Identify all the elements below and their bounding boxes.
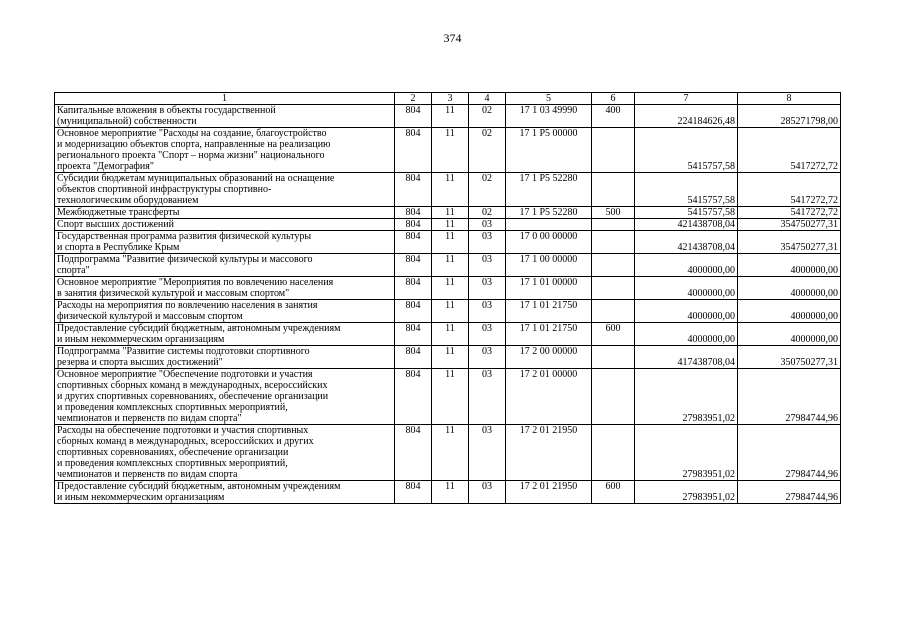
amount-cell: 354750277,31 (738, 231, 841, 254)
subsection-cell: 03 (469, 481, 506, 504)
section-cell: 11 (432, 173, 469, 207)
target-article-cell: 17 2 00 00000 (506, 346, 592, 369)
expense-type-cell: 600 (592, 323, 635, 346)
target-article-cell: 17 1 01 21750 (506, 323, 592, 346)
section-cell: 11 (432, 128, 469, 173)
row-name-line: Основное мероприятие "Обеспечение подготовки и участия (57, 369, 313, 380)
section-cell: 11 (432, 481, 469, 504)
row-name-line: и модернизацию объектов спорта, направленные на реализацию (57, 139, 331, 150)
row-name-cell (55, 369, 395, 425)
target-article-cell: 17 1 P5 52280 (506, 173, 592, 207)
row-name-line: и проведения комплексных спортивных мероприятий, (57, 458, 288, 469)
row-name-line: и проведения комплексных спортивных мероприятий, (57, 402, 288, 413)
code-cell: 804 (395, 219, 432, 231)
amount-cell: 5415757,58 (635, 207, 738, 219)
expense-type-cell: 600 (592, 481, 635, 504)
code-cell: 804 (395, 277, 432, 300)
target-article-cell (506, 219, 592, 231)
subsection-cell: 03 (469, 219, 506, 231)
header-cell: 4 (469, 93, 506, 105)
row-name-line: спортивных соревнованиях, обеспечение организации (57, 447, 289, 458)
row-name-line: объектов спортивной инфраструктуры спортивно- (57, 184, 272, 195)
amount-cell: 27983951,02 (635, 425, 738, 481)
page-number: 374 (443, 31, 462, 45)
row-name-line: и иным некоммерческим организациям (57, 492, 225, 503)
table-header-row (55, 93, 841, 105)
subsection-cell: 03 (469, 231, 506, 254)
target-article-cell: 17 1 03 49990 (506, 105, 592, 128)
amount-cell: 27984744,96 (738, 481, 841, 504)
row-name-line: Государственная программа развития физической культуры (57, 231, 312, 242)
target-article-cell: 17 2 01 21950 (506, 481, 592, 504)
code-cell: 804 (395, 369, 432, 425)
code-cell: 804 (395, 207, 432, 219)
row-name-line: физической культурой и массовым спортом (57, 311, 243, 322)
header-cell: 6 (592, 93, 635, 105)
table-row (55, 346, 841, 369)
section-cell: 11 (432, 105, 469, 128)
amount-cell: 4000000,00 (635, 254, 738, 277)
amount-cell: 350750277,31 (738, 346, 841, 369)
section-cell: 11 (432, 207, 469, 219)
subsection-cell: 03 (469, 425, 506, 481)
target-article-cell: 17 1 P5 00000 (506, 128, 592, 173)
amount-cell: 5415757,58 (635, 128, 738, 173)
header-cell: 1 (55, 93, 395, 105)
amount-cell: 27983951,02 (635, 481, 738, 504)
section-cell: 11 (432, 277, 469, 300)
expense-type-cell (592, 219, 635, 231)
subsection-cell: 03 (469, 300, 506, 323)
subsection-cell: 02 (469, 105, 506, 128)
row-name-line: Предоставление субсидий бюджетным, автономным учреждениям (57, 481, 341, 492)
amount-cell: 4000000,00 (738, 254, 841, 277)
subsection-cell: 03 (469, 346, 506, 369)
amount-cell: 4000000,00 (738, 277, 841, 300)
row-name-cell (55, 219, 395, 231)
code-cell: 804 (395, 128, 432, 173)
code-cell: 804 (395, 300, 432, 323)
row-name-line: спорта" (57, 265, 90, 276)
code-cell: 804 (395, 105, 432, 128)
subsection-cell: 03 (469, 323, 506, 346)
expense-type-cell (592, 231, 635, 254)
row-name-line: Капитальные вложения в объекты государственной (57, 105, 276, 116)
section-cell: 11 (432, 219, 469, 231)
row-name-cell (55, 231, 395, 254)
subsection-cell: 03 (469, 369, 506, 425)
row-name-line: Подпрограмма "Развитие физической культуры и массового (57, 254, 313, 265)
amount-cell: 421438708,04 (635, 231, 738, 254)
section-cell: 11 (432, 231, 469, 254)
header-cell: 7 (635, 93, 738, 105)
row-name-line: сборных команд в международных, всероссийских и других (57, 436, 314, 447)
row-name-cell (55, 323, 395, 346)
section-cell: 11 (432, 425, 469, 481)
code-cell: 804 (395, 254, 432, 277)
row-name-cell (55, 207, 395, 219)
row-name-cell (55, 277, 395, 300)
expense-type-cell (592, 425, 635, 481)
row-name-line: проекта "Демография" (57, 161, 154, 172)
row-name-cell (55, 173, 395, 207)
target-article-cell: 17 0 00 00000 (506, 231, 592, 254)
code-cell: 804 (395, 231, 432, 254)
row-name-line: Основное мероприятие "Расходы на создание, благоустройство (57, 128, 327, 139)
header-cell: 5 (506, 93, 592, 105)
code-cell: 804 (395, 173, 432, 207)
amount-cell: 224184626,48 (635, 105, 738, 128)
amount-cell: 5417272,72 (738, 128, 841, 173)
subsection-cell: 02 (469, 207, 506, 219)
amount-cell: 5415757,58 (635, 173, 738, 207)
table-row (55, 231, 841, 254)
amount-cell: 5417272,72 (738, 173, 841, 207)
expense-type-cell (592, 369, 635, 425)
table-row (55, 254, 841, 277)
section-cell: 11 (432, 323, 469, 346)
subsection-cell: 03 (469, 277, 506, 300)
row-name-line: технологическим оборудованием (57, 195, 199, 206)
amount-cell: 417438708,04 (635, 346, 738, 369)
row-name-line: Основное мероприятие "Мероприятия по вовлечению населения (57, 277, 334, 288)
row-name-line: Подпрограмма "Развитие системы подготовки спортивного (57, 346, 310, 357)
row-name-line: Межбюджетные трансферты (57, 207, 180, 218)
code-cell: 804 (395, 425, 432, 481)
row-name-line: (муниципальной) собственности (57, 116, 197, 127)
target-article-cell: 17 1 00 00000 (506, 254, 592, 277)
table-row (55, 207, 841, 219)
row-name-cell (55, 128, 395, 173)
row-name-cell (55, 300, 395, 323)
amount-cell: 354750277,31 (738, 219, 841, 231)
expense-type-cell: 400 (592, 105, 635, 128)
row-name-line: Расходы на мероприятия по вовлечению населения в занятия (57, 300, 318, 311)
amount-cell: 421438708,04 (635, 219, 738, 231)
row-name-line: регионального проекта "Спорт – норма жизни" национального (57, 150, 325, 161)
section-cell: 11 (432, 254, 469, 277)
row-name-line: резерва и спорта высших достижений" (57, 357, 223, 368)
table-row (55, 300, 841, 323)
table-row (55, 277, 841, 300)
row-name-cell (55, 425, 395, 481)
code-cell: 804 (395, 481, 432, 504)
amount-cell: 5417272,72 (738, 207, 841, 219)
header-cell: 2 (395, 93, 432, 105)
target-article-cell: 17 1 P5 52280 (506, 207, 592, 219)
expense-type-cell (592, 173, 635, 207)
expense-type-cell (592, 254, 635, 277)
expense-type-cell: 500 (592, 207, 635, 219)
table-row (55, 105, 841, 128)
header-cell: 8 (738, 93, 841, 105)
table-row (55, 219, 841, 231)
expense-type-cell (592, 346, 635, 369)
amount-cell: 4000000,00 (635, 323, 738, 346)
section-cell: 11 (432, 346, 469, 369)
target-article-cell: 17 2 01 00000 (506, 369, 592, 425)
code-cell: 804 (395, 346, 432, 369)
row-name-line: Предоставление субсидий бюджетным, автономным учреждениям (57, 323, 341, 334)
table-row (55, 481, 841, 504)
amount-cell: 4000000,00 (738, 323, 841, 346)
row-name-line: чемпионатов и первенств по видам спорта (57, 469, 238, 480)
table-row (55, 128, 841, 173)
expense-type-cell (592, 128, 635, 173)
code-cell: 804 (395, 323, 432, 346)
expense-type-cell (592, 277, 635, 300)
subsection-cell: 02 (469, 128, 506, 173)
row-name-line: и иным некоммерческим организациям (57, 334, 225, 345)
row-name-line: Спорт высших достижений (57, 219, 174, 230)
header-cell: 3 (432, 93, 469, 105)
amount-cell: 27984744,96 (738, 425, 841, 481)
target-article-cell: 17 1 01 21750 (506, 300, 592, 323)
row-name-line: в занятия физической культурой и массовым спортом" (57, 288, 290, 299)
row-name-line: чемпионатов и первенств по видам спорта" (57, 413, 242, 424)
row-name-line: и спорта в Республике Крым (57, 242, 180, 253)
row-name-line: и других спортивных соревнованиях, обеспечение организации (57, 391, 329, 402)
amount-cell: 4000000,00 (635, 277, 738, 300)
expense-type-cell (592, 300, 635, 323)
amount-cell: 27984744,96 (738, 369, 841, 425)
row-name-line: Расходы на обеспечение подготовки и участия спортивных (57, 425, 309, 436)
section-cell: 11 (432, 300, 469, 323)
amount-cell: 285271798,00 (738, 105, 841, 128)
row-name-cell (55, 254, 395, 277)
row-name-cell (55, 105, 395, 128)
table-row (55, 425, 841, 481)
row-name-line: Субсидии бюджетам муниципальных образований на оснащение (57, 173, 335, 184)
budget-table (54, 92, 841, 504)
row-name-cell (55, 481, 395, 504)
amount-cell: 27983951,02 (635, 369, 738, 425)
table-row (55, 173, 841, 207)
row-name-line: спортивных сборных команд в международных, всероссийских (57, 380, 328, 391)
target-article-cell: 17 1 01 00000 (506, 277, 592, 300)
amount-cell: 4000000,00 (738, 300, 841, 323)
table-row (55, 369, 841, 425)
subsection-cell: 02 (469, 173, 506, 207)
section-cell: 11 (432, 369, 469, 425)
target-article-cell: 17 2 01 21950 (506, 425, 592, 481)
table-row (55, 323, 841, 346)
subsection-cell: 03 (469, 254, 506, 277)
row-name-cell (55, 346, 395, 369)
amount-cell: 4000000,00 (635, 300, 738, 323)
